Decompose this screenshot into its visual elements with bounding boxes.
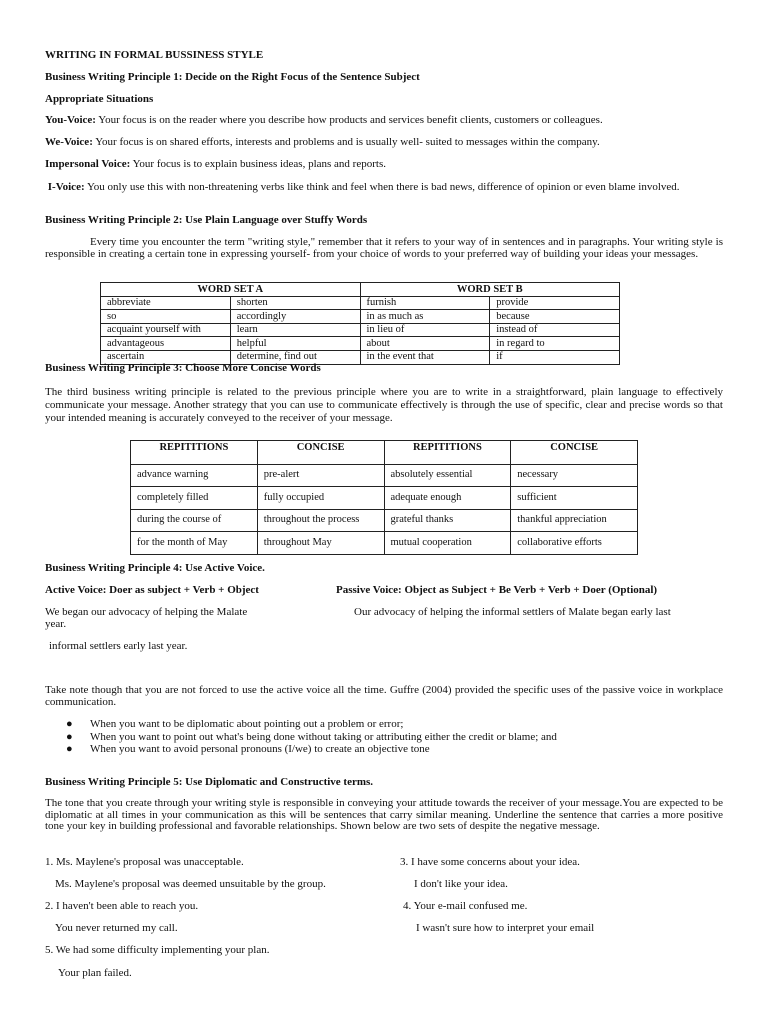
concise-header: CONCISE <box>257 441 384 465</box>
bullet-item: When you want to avoid personal pronouns (I/we) to create an objective tone <box>90 743 430 755</box>
example-5-alt: Your plan failed. <box>58 967 132 979</box>
table-cell: necessary <box>511 464 638 487</box>
active-voice-label: Active Voice: Doer as subject + Verb + Object <box>45 584 259 596</box>
bullet-item: When you want to point out what's being done without taking or attributing either the credit or blame; and <box>90 731 557 743</box>
table-cell: fully occupied <box>257 487 384 510</box>
table-cell: advance warning <box>131 464 258 487</box>
word-set-b-header: WORD SET B <box>360 283 620 297</box>
table-cell: throughout May <box>257 532 384 555</box>
we-voice-term: We-Voice: <box>45 136 93 148</box>
passive-voice-note: Take note though that you are not forced to use the active voice all the time. Guffre (2004) provided the specific uses of the passive voice in workplace communication. <box>45 684 723 709</box>
table-cell: instead of <box>490 323 620 337</box>
table-row <box>101 310 620 324</box>
table-row <box>101 296 620 310</box>
principle-4-heading: Business Writing Principle 4: Use Active Voice. <box>45 562 265 574</box>
example-2: 2. I haven't been able to reach you. <box>45 900 199 912</box>
concise-header-row <box>131 441 638 465</box>
repetitions-header: REPITITIONS <box>384 441 511 465</box>
table-cell: throughout the process <box>257 509 384 532</box>
principle-2-heading: Business Writing Principle 2: Use Plain Language over Stuffy Words <box>45 214 368 226</box>
table-row <box>131 532 638 555</box>
table-cell: determine, find out <box>230 350 360 364</box>
table-cell: in the event that <box>360 350 490 364</box>
passive-voice-label: Passive Voice: Object as Subject + Be Verb + Verb + Doer (Optional) <box>336 584 658 596</box>
table-cell: absolutely essential <box>384 464 511 487</box>
bullet-icon: ● <box>66 743 73 755</box>
table-row <box>131 509 638 532</box>
i-voice-item <box>45 181 723 193</box>
impersonal-voice-item <box>45 158 723 170</box>
example-3-alt: I don't like your idea. <box>414 878 508 890</box>
table-cell: about <box>360 337 490 351</box>
example-4-alt: I wasn't sure how to interpret your email <box>416 922 595 934</box>
table-cell: for the month of May <box>131 532 258 555</box>
concise-header: CONCISE <box>511 441 638 465</box>
table-cell: pre-alert <box>257 464 384 487</box>
table-cell: adequate enough <box>384 487 511 510</box>
table-cell: mutual cooperation <box>384 532 511 555</box>
table-cell: because <box>490 310 620 324</box>
table-cell: collaborative efforts <box>511 532 638 555</box>
principle-5-heading: Business Writing Principle 5: Use Diplomatic and Constructive terms. <box>45 776 374 788</box>
i-voice-text: You only use this with non-threatening verbs like think and feel when there is bad news, difference of opinion or even blame involved. <box>84 181 680 193</box>
example-5: 5. We had some difficulty implementing your plan. <box>45 944 270 956</box>
table-cell: completely filled <box>131 487 258 510</box>
bullet-item: When you want to be diplomatic about pointing out a problem or error; <box>90 718 404 730</box>
active-example-line-1: We began our advocacy of helping the Malate <box>45 606 248 618</box>
table-cell: provide <box>490 296 620 310</box>
i-voice-term: I-Voice: <box>45 181 85 193</box>
table-cell: ascertain <box>101 350 231 364</box>
passive-example: Our advocacy of helping the informal settlers of Malate began early last <box>354 606 671 618</box>
table-cell: shorten <box>230 296 360 310</box>
word-set-table <box>100 282 620 365</box>
example-3: 3. I have some concerns about your idea. <box>400 856 580 868</box>
principle-3-heading: Business Writing Principle 3: Choose More Concise Words <box>45 362 321 374</box>
appropriate-situations-heading: Appropriate Situations <box>45 93 154 105</box>
example-4: 4. Your e-mail confused me. <box>403 900 528 912</box>
word-set-header-row <box>101 283 620 297</box>
table-row <box>101 323 620 337</box>
active-example-year: year. <box>45 618 67 630</box>
principle-3-paragraph: The third business writing principle is related to the previous principle where you are to write in a straightforward, plain language to effectively communicate your message. Another strategy that you can use to communicate effectively is through the use of specific, clear and precise words so that your intended meaning is accurately conveyed to the receiver of your message. <box>45 386 723 425</box>
table-cell: so <box>101 310 231 324</box>
table-cell: furnish <box>360 296 490 310</box>
table-cell: sufficient <box>511 487 638 510</box>
you-voice-text: Your focus is on the reader where you describe how products and services benefit clients, customers or colleagues. <box>95 114 603 126</box>
impersonal-voice-term: Impersonal Voice: <box>45 158 131 170</box>
principle-2-paragraph: Every time you encounter the term "writing style," remember that it refers to your way of in sentences and in paragraphs. Your writing style is responsible in creating a certain tone in expressing yourself- from your choice of words to your preferred way of building your ideas your messages. <box>45 236 723 260</box>
active-example-line-2: informal settlers early last year. <box>49 640 188 652</box>
table-row <box>101 337 620 351</box>
document-title: WRITING IN FORMAL BUSSINESS STYLE <box>45 49 264 61</box>
table-cell: thankful appreciation <box>511 509 638 532</box>
table-cell: abbreviate <box>101 296 231 310</box>
example-1-alt: Ms. Maylene's proposal was deemed unsuitable by the group. <box>55 878 326 890</box>
table-row <box>131 487 638 510</box>
bullet-icon: ● <box>66 731 73 743</box>
you-voice-term: You-Voice: <box>45 114 96 126</box>
concise-words-table <box>130 440 638 555</box>
impersonal-voice-text: Your focus is to explain business ideas, plans and reports. <box>130 158 386 170</box>
repetitions-header: REPITITIONS <box>131 441 258 465</box>
table-row <box>131 464 638 487</box>
table-cell: in as much as <box>360 310 490 324</box>
example-2-alt: You never returned my call. <box>55 922 178 934</box>
you-voice-item <box>45 114 723 126</box>
table-cell: learn <box>230 323 360 337</box>
principle-5-paragraph: The tone that you create through your writing style is responsible in conveying your attitude towards the receiver of your message.You are expected to be diplomatic at all times in your communication as this will be sentences that carry similar meaning. Underline the sentence that carries a more positive tone your key in building professional and favorable relationships. Shown below are two sets of despite the negative message. <box>45 797 723 833</box>
we-voice-text: Your focus is on shared efforts, interests and problems and is usually well- suited to messages within the company. <box>92 136 600 148</box>
we-voice-item <box>45 136 723 148</box>
table-cell: in regard to <box>490 337 620 351</box>
table-cell: advantageous <box>101 337 231 351</box>
principle-1-heading: Business Writing Principle 1: Decide on the Right Focus of the Sentence Subject <box>45 71 420 83</box>
table-cell: accordingly <box>230 310 360 324</box>
bullet-icon: ● <box>66 718 73 730</box>
table-cell: grateful thanks <box>384 509 511 532</box>
table-cell: acquaint yourself with <box>101 323 231 337</box>
table-cell: if <box>490 350 620 364</box>
table-cell: during the course of <box>131 509 258 532</box>
table-cell: helpful <box>230 337 360 351</box>
example-1: 1. Ms. Maylene's proposal was unacceptable. <box>45 856 244 868</box>
word-set-a-header: WORD SET A <box>101 283 361 297</box>
table-cell: in lieu of <box>360 323 490 337</box>
